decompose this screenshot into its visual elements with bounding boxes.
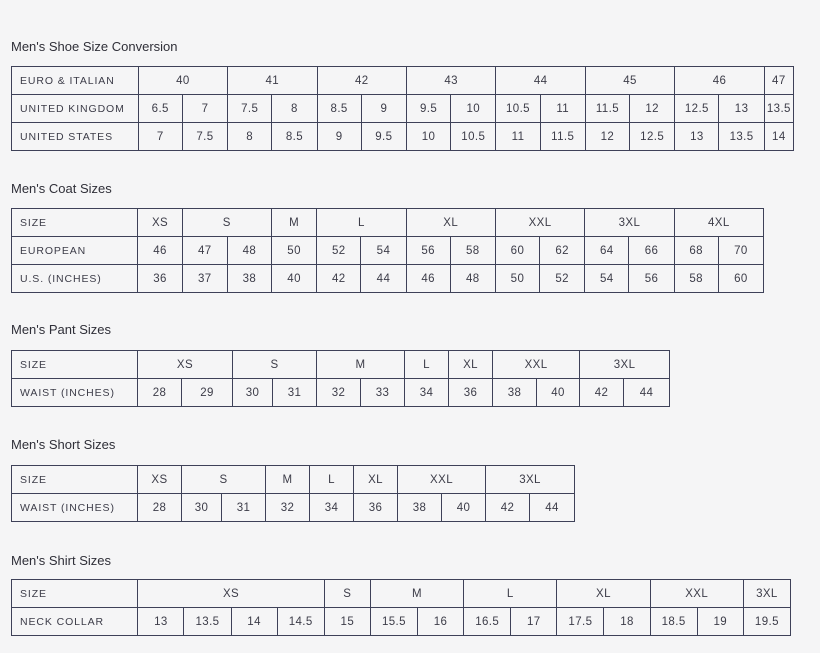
table-cell: 14	[231, 608, 277, 636]
row-label: SIZE	[12, 580, 138, 608]
table-cell: 42	[486, 494, 530, 522]
table-cell: 17.5	[557, 608, 604, 636]
table-cell: 10.5	[496, 95, 540, 123]
table-cell: XL	[354, 466, 398, 494]
table-cell: L	[405, 351, 449, 379]
table-cell: 66	[629, 237, 674, 265]
table-cell: M	[317, 351, 405, 379]
table-cell: 12.5	[630, 123, 675, 151]
table-cell: 17	[511, 608, 557, 636]
table-cell: 13.5	[719, 123, 764, 151]
table-cell: 40	[272, 265, 317, 293]
table-cell: 41	[228, 67, 317, 95]
table-cell: 11	[540, 95, 585, 123]
table-cell: 18.5	[650, 608, 697, 636]
table-cell: 62	[540, 237, 585, 265]
table-cell: 70	[718, 237, 763, 265]
table-cell: 13	[138, 608, 184, 636]
table-row	[12, 580, 791, 608]
row-label: WAIST (INCHES)	[12, 379, 138, 407]
table-cell: 9	[361, 95, 406, 123]
table-cell: 29	[182, 379, 233, 407]
table-cell: 30	[233, 379, 273, 407]
table-cell: 10.5	[451, 123, 496, 151]
table-cell: 19.5	[743, 608, 790, 636]
table-cell: M	[272, 209, 317, 237]
table-cell: 3XL	[486, 466, 575, 494]
row-label: UNITED STATES	[12, 123, 139, 151]
table-cell: 3XL	[743, 580, 790, 608]
row-label: SIZE	[12, 351, 138, 379]
table-cell: 31	[273, 379, 317, 407]
table-row	[12, 608, 791, 636]
table-cell: 12	[585, 123, 629, 151]
short-size-table	[11, 465, 575, 522]
short-section-title: Men's Short Sizes	[11, 437, 116, 452]
row-label: U.S. (INCHES)	[12, 265, 138, 293]
table-cell: 34	[405, 379, 449, 407]
table-cell: 13.5	[764, 95, 793, 123]
table-cell: 12.5	[675, 95, 719, 123]
shirt-section-title: Men's Shirt Sizes	[11, 553, 112, 568]
table-cell: XXL	[493, 351, 580, 379]
table-cell: 28	[138, 379, 182, 407]
table-cell: 11.5	[540, 123, 585, 151]
row-label: SIZE	[12, 466, 138, 494]
table-row	[12, 95, 794, 123]
table-cell: 15	[324, 608, 370, 636]
table-cell: 42	[317, 265, 361, 293]
table-cell: 7	[182, 95, 227, 123]
table-cell: XS	[138, 466, 182, 494]
table-cell: 7	[138, 123, 182, 151]
table-cell: 56	[629, 265, 674, 293]
table-cell: 16.5	[464, 608, 511, 636]
table-cell: XL	[406, 209, 495, 237]
table-cell: S	[324, 580, 370, 608]
table-cell: S	[182, 209, 271, 237]
table-cell: S	[182, 466, 266, 494]
pant-size-table	[11, 350, 670, 407]
table-cell: 9	[317, 123, 361, 151]
table-cell: 15.5	[370, 608, 417, 636]
table-cell: 68	[674, 237, 718, 265]
table-cell: 38	[398, 494, 442, 522]
table-cell: 13	[719, 95, 764, 123]
table-cell: L	[464, 580, 557, 608]
table-cell: 13	[675, 123, 719, 151]
table-cell: 43	[406, 67, 495, 95]
table-cell: 54	[361, 237, 406, 265]
pant-section-title: Men's Pant Sizes	[11, 322, 112, 337]
row-label: UNITED KINGDOM	[12, 95, 139, 123]
table-cell: 30	[182, 494, 222, 522]
table-cell: 18	[604, 608, 650, 636]
table-cell: 13.5	[184, 608, 231, 636]
table-cell: 44	[530, 494, 575, 522]
table-cell: 48	[450, 265, 495, 293]
shoe-section-title: Men's Shoe Size Conversion	[11, 39, 178, 54]
coat-size-table	[11, 208, 764, 293]
table-cell: M	[370, 580, 463, 608]
table-cell: 8.5	[317, 95, 361, 123]
coat-section-title: Men's Coat Sizes	[11, 181, 112, 196]
table-row	[12, 494, 575, 522]
table-cell: 4XL	[674, 209, 763, 237]
table-cell: 58	[450, 237, 495, 265]
table-cell: 32	[266, 494, 310, 522]
table-cell: 47	[764, 67, 793, 95]
table-cell: 36	[354, 494, 398, 522]
table-cell: XS	[138, 580, 324, 608]
table-row	[12, 237, 764, 265]
shirt-size-table	[11, 579, 791, 636]
table-cell: XS	[138, 209, 182, 237]
table-cell: 44	[496, 67, 585, 95]
table-cell: 47	[182, 237, 227, 265]
table-cell: 8.5	[272, 123, 317, 151]
table-cell: 56	[406, 237, 450, 265]
table-cell: 46	[138, 237, 182, 265]
table-cell: 7.5	[182, 123, 227, 151]
table-row	[12, 379, 670, 407]
table-cell: L	[317, 209, 406, 237]
table-cell: 16	[418, 608, 464, 636]
table-cell: M	[266, 466, 310, 494]
table-cell: XL	[557, 580, 650, 608]
table-cell: S	[233, 351, 317, 379]
table-cell: 40	[138, 67, 227, 95]
table-cell: 14	[764, 123, 793, 151]
table-cell: 11.5	[585, 95, 629, 123]
table-cell: 40	[537, 379, 580, 407]
table-cell: XL	[449, 351, 493, 379]
table-cell: 14.5	[277, 608, 324, 636]
table-cell: 42	[317, 67, 406, 95]
table-row	[12, 265, 764, 293]
table-cell: 60	[495, 237, 539, 265]
table-cell: L	[310, 466, 354, 494]
table-cell: 54	[585, 265, 629, 293]
table-cell: 44	[361, 265, 406, 293]
table-cell: 9.5	[406, 95, 450, 123]
table-cell: 38	[493, 379, 537, 407]
table-row	[12, 67, 794, 95]
table-cell: 52	[540, 265, 585, 293]
table-cell: 46	[675, 67, 764, 95]
table-cell: 33	[361, 379, 405, 407]
shoe-size-table	[11, 66, 794, 151]
table-cell: XXL	[398, 466, 486, 494]
row-label: NECK COLLAR	[12, 608, 138, 636]
table-cell: 44	[624, 379, 670, 407]
table-cell: 10	[406, 123, 450, 151]
table-cell: 45	[585, 67, 674, 95]
table-cell: 58	[674, 265, 718, 293]
row-label: SIZE	[12, 209, 138, 237]
table-cell: 6.5	[138, 95, 182, 123]
table-cell: 8	[272, 95, 317, 123]
table-cell: 50	[272, 237, 317, 265]
table-cell: 12	[630, 95, 675, 123]
table-cell: 32	[317, 379, 361, 407]
table-cell: 38	[227, 265, 271, 293]
table-cell: XS	[138, 351, 233, 379]
table-row	[12, 123, 794, 151]
row-label: EUROPEAN	[12, 237, 138, 265]
table-cell: 40	[442, 494, 486, 522]
table-cell: 11	[496, 123, 540, 151]
table-cell: 46	[406, 265, 450, 293]
table-row	[12, 351, 670, 379]
table-cell: 31	[222, 494, 266, 522]
table-cell: 37	[182, 265, 227, 293]
table-cell: 19	[697, 608, 743, 636]
row-label: EURO & ITALIAN	[12, 67, 139, 95]
table-cell: 28	[138, 494, 182, 522]
table-cell: 36	[138, 265, 182, 293]
table-cell: 60	[718, 265, 763, 293]
table-row	[12, 209, 764, 237]
table-cell: 52	[317, 237, 361, 265]
table-cell: 50	[495, 265, 539, 293]
table-cell: XXL	[495, 209, 584, 237]
table-row	[12, 466, 575, 494]
table-cell: 9.5	[361, 123, 406, 151]
table-cell: XXL	[650, 580, 743, 608]
table-cell: 7.5	[228, 95, 272, 123]
table-cell: 3XL	[585, 209, 674, 237]
table-cell: 36	[449, 379, 493, 407]
table-cell: 42	[580, 379, 624, 407]
table-cell: 8	[228, 123, 272, 151]
table-cell: 10	[451, 95, 496, 123]
table-cell: 34	[310, 494, 354, 522]
table-cell: 48	[227, 237, 271, 265]
table-cell: 3XL	[580, 351, 670, 379]
row-label: WAIST (INCHES)	[12, 494, 138, 522]
table-cell: 64	[585, 237, 629, 265]
